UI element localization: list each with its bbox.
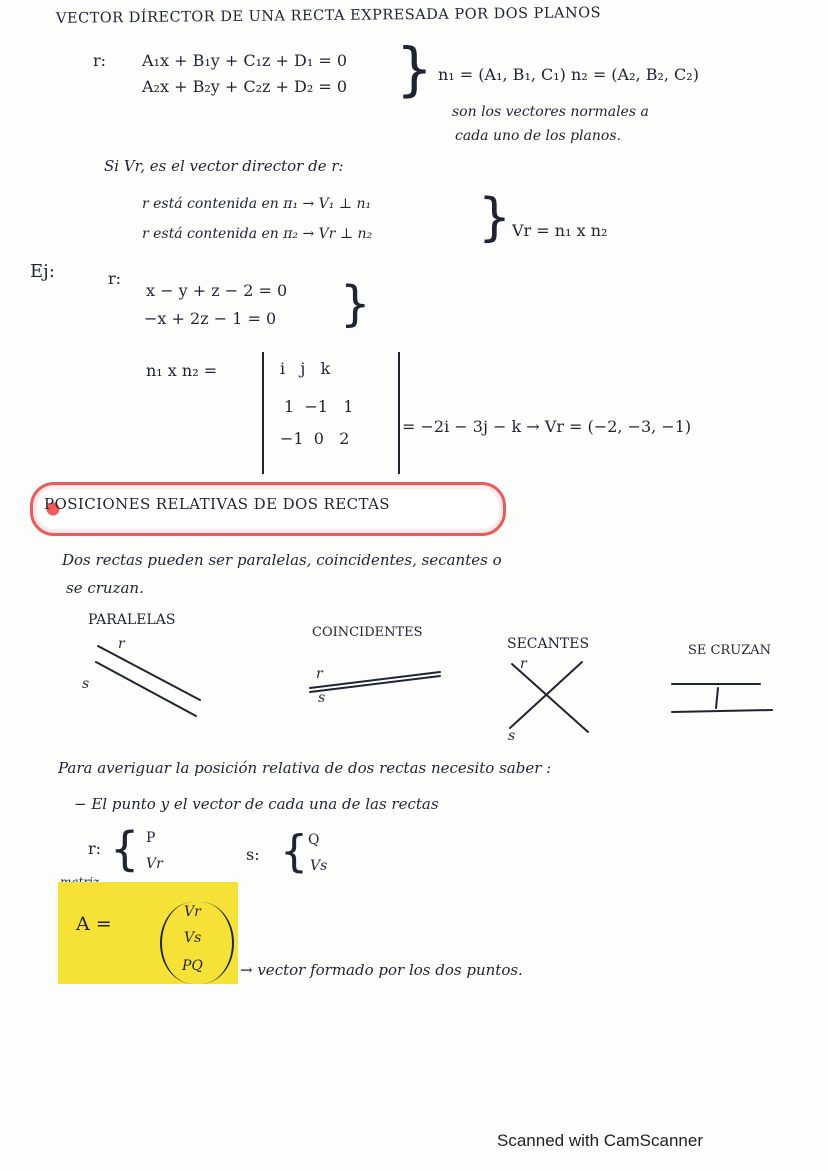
cross-product-label: n₁ x n₂ = [146,361,218,380]
secantes-r-label: r [520,656,527,672]
case-label-coincidentes: COINCIDENTES [312,625,423,640]
matrix-row-3: PQ [182,958,203,974]
normals-note-2: cada uno de los planos. [455,128,621,144]
brace-icon: } [340,276,371,332]
normal-vectors: n₁ = (A₁, B₁, C₁) n₂ = (A₂, B₂, C₂) [438,65,699,84]
case-label-paralelas: PARALELAS [88,612,176,628]
case-label-se-cruzan: SE CRUZAN [688,643,772,658]
r-point: P [146,830,156,846]
crossing-line-2 [672,710,772,712]
determinant-row-2: 1 −1 1 [284,397,354,416]
crossing-line-3 [716,688,718,708]
parallel-line-r [98,646,200,700]
case-label-secantes: SECANTES [507,636,590,652]
example-equation-2: −x + 2z − 1 = 0 [144,309,277,328]
r-vector: Vr [146,856,163,872]
s-vector: Vs [310,858,328,874]
director-line-2: r está contenida en π₂ → Vr ⊥ n₂ [142,226,373,242]
plane-equation-2: A₂x + B₂y + C₂z + D₂ = 0 [142,77,348,96]
matrix-row-1: Vr [184,904,201,920]
determinant-row-1: i j k [280,359,331,378]
brace-icon: { [110,822,140,876]
example-label: Ej: [30,261,55,282]
scanner-watermark: Scanned with CamScanner [497,1131,704,1150]
determinant-row-3: −1 0 2 [280,429,350,448]
section-intro-2: se cruzan. [66,579,144,597]
example-equation-1: x − y + z − 2 = 0 [146,281,288,300]
coincident-line-s [310,676,440,692]
section-title: POSICIONES RELATIVAS DE DOS RECTAS [44,495,390,513]
section-intro-1: Dos rectas pueden ser paralelas, coincidentes, secantes o [62,551,502,569]
brace-icon: } [478,188,512,248]
need-line-2: − El punto y el vector de cada una de las rectas [74,795,439,813]
plane-equation-1: A₁x + B₁y + C₁z + D₁ = 0 [142,51,348,70]
coincident-line-r [310,672,440,688]
brace-icon: { [280,826,308,877]
director-line-1: r está contenida en π₁ → V₁ ⊥ n₁ [142,196,372,212]
r-definition-label: r: [88,839,102,858]
secantes-s-label: s [508,728,516,744]
determinant-result: = −2i − 3j − k → Vr = (−2, −3, −1) [402,417,692,436]
s-point: Q [308,832,320,848]
pq-note: → vector formado por los dos puntos. [240,961,523,979]
director-intro: Si Vr, es el vector director de r: [104,157,344,175]
secant-line-1 [512,664,588,732]
director-result: Vr = n₁ x n₂ [512,221,608,240]
page-title: VECTOR DÍRECTOR DE UNA RECTA EXPRESADA POR DOS PLANOS [55,5,602,27]
system-label: r: [93,51,107,70]
matrix-label: A = [76,913,112,935]
example-r-label: r: [108,269,122,288]
brace-icon: } [396,35,433,103]
s-definition-label: s: [246,845,260,864]
paralelas-r-label: r [118,636,125,652]
normals-note-1: son los vectores normales a [452,104,649,120]
paralelas-s-label: s [82,676,90,692]
coincidentes-r-label: r [316,666,323,682]
coincidentes-s-label: s [318,690,326,706]
need-line-1: Para averiguar la posición relativa de dos rectas necesito saber : [58,759,552,777]
matrix-row-2: Vs [184,930,202,946]
